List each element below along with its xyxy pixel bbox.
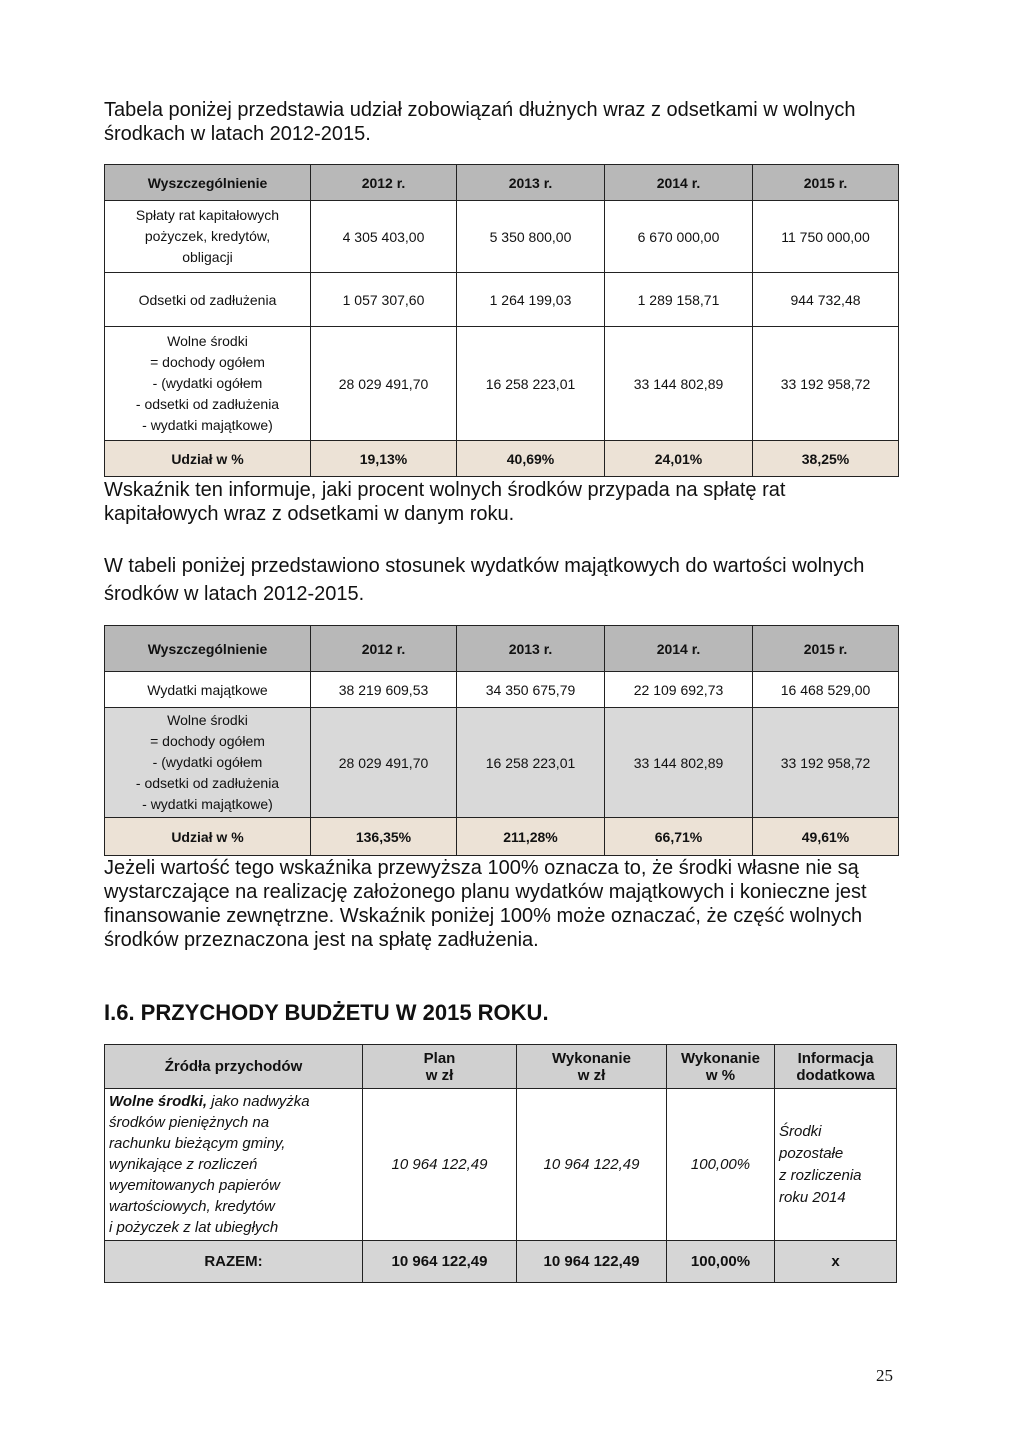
table-3-header-row xyxy=(105,1045,897,1089)
label-line: - wydatki majątkowe) xyxy=(142,796,273,812)
header-cell: Źródła przychodów xyxy=(105,1045,363,1089)
value-cell: 10 964 122,49 xyxy=(517,1089,667,1241)
capital-expenditure-table xyxy=(104,625,899,856)
header-cell xyxy=(517,1045,667,1089)
value-cell: 22 109 692,73 xyxy=(605,672,753,708)
value-cell: 1 289 158,71 xyxy=(605,273,753,327)
header-cell: 2014 r. xyxy=(605,165,753,201)
value-cell: 944 732,48 xyxy=(753,273,899,327)
note-1-line-1: Wskaźnik ten informuje, jaki procent wolnych środków przypada na spłatę rat xyxy=(104,479,786,501)
note-paragraph-1 xyxy=(104,478,898,526)
value-cell: 33 144 802,89 xyxy=(605,327,753,441)
value-cell: 49,61% xyxy=(753,818,899,856)
header-line: Plan xyxy=(423,1049,456,1067)
value-cell: 100,00% xyxy=(667,1089,775,1241)
row-label: RAZEM: xyxy=(105,1241,363,1283)
value-cell: 1 264 199,03 xyxy=(457,273,605,327)
table-row xyxy=(105,708,899,818)
budget-revenue-table xyxy=(104,1044,897,1283)
value-cell: 136,35% xyxy=(311,818,457,856)
header-line: w zł xyxy=(425,1066,454,1084)
label-line: - odsetki od zadłużenia xyxy=(135,396,280,412)
table-1-header-row xyxy=(105,165,899,201)
value-cell: 16 258 223,01 xyxy=(457,327,605,441)
header-cell xyxy=(363,1045,517,1089)
header-line: Wykonanie xyxy=(552,1049,631,1067)
debt-share-table xyxy=(104,164,899,477)
value-cell: 33 192 958,72 xyxy=(753,708,899,818)
header-cell: Wyszczególnienie xyxy=(105,626,311,672)
value-cell: 10 964 122,49 xyxy=(363,1089,517,1241)
value-cell: 38,25% xyxy=(753,441,899,477)
intro-2-line-2: środków w latach 2012-2015. xyxy=(104,583,365,605)
value-cell: 16 468 529,00 xyxy=(753,672,899,708)
header-line: w % xyxy=(705,1066,736,1084)
value-cell: 38 219 609,53 xyxy=(311,672,457,708)
header-line: Informacja xyxy=(797,1049,874,1067)
header-line: w zł xyxy=(577,1066,606,1084)
label-line: obligacji xyxy=(182,249,233,265)
row-label: Udział w % xyxy=(105,818,311,856)
intro-paragraph-1 xyxy=(104,98,898,146)
row-label: Wydatki majątkowe xyxy=(105,672,311,708)
header-line: Wykonanie xyxy=(681,1049,760,1067)
note-2-line-3: finansowanie zewnętrzne. Wskaźnik poniżej 100% może oznaczać, że część wolnych xyxy=(104,905,863,927)
label-line: - odsetki od zadłużenia xyxy=(135,775,280,791)
source-line: środków pieniężnych na xyxy=(109,1114,270,1131)
value-cell: 10 964 122,49 xyxy=(363,1241,517,1283)
intro-1-line-2: środkach w latach 2012-2015. xyxy=(104,123,371,145)
header-cell xyxy=(775,1045,897,1089)
source-line: wynikające z rozliczeń xyxy=(109,1156,258,1173)
header-cell: 2015 r. xyxy=(753,165,899,201)
page-number: 25 xyxy=(876,1366,893,1385)
table-1-total-row xyxy=(105,441,899,477)
value-cell: 28 029 491,70 xyxy=(311,708,457,818)
note-2-line-1: Jeżeli wartość tego wskaźnika przewyższa 100% oznacza to, że środki własne nie są xyxy=(104,857,859,879)
source-line: wyemitowanych papierów xyxy=(109,1177,280,1194)
label-line: - (wydatki ogółem xyxy=(152,754,263,770)
table-3-total-row xyxy=(105,1241,897,1283)
label-line: = dochody ogółem xyxy=(150,733,265,749)
header-cell: 2013 r. xyxy=(457,165,605,201)
value-cell: 211,28% xyxy=(457,818,605,856)
row-label xyxy=(105,327,311,441)
label-line: = dochody ogółem xyxy=(150,354,265,370)
intro-paragraph-2 xyxy=(104,552,898,608)
info-line: pozostałe xyxy=(779,1144,844,1162)
value-cell: 4 305 403,00 xyxy=(311,201,457,273)
value-cell: 6 670 000,00 xyxy=(605,201,753,273)
note-2-line-2: wystarczające na realizację założonego planu wydatków majątkowych i konieczne jest xyxy=(104,881,867,903)
header-cell: 2012 r. xyxy=(311,165,457,201)
table-2-header-row xyxy=(105,626,899,672)
value-cell: 16 258 223,01 xyxy=(457,708,605,818)
source-rest: jako nadwyżka xyxy=(207,1093,310,1110)
info-cell xyxy=(775,1089,897,1241)
info-line: Środki xyxy=(779,1122,822,1140)
value-cell: 100,00% xyxy=(667,1241,775,1283)
table-row xyxy=(105,201,899,273)
header-cell: 2015 r. xyxy=(753,626,899,672)
label-line: Spłaty rat kapitałowych xyxy=(135,207,280,223)
table-row xyxy=(105,1089,897,1241)
label-line: - wydatki majątkowe) xyxy=(142,417,273,433)
value-cell: 1 057 307,60 xyxy=(311,273,457,327)
header-cell: 2012 r. xyxy=(311,626,457,672)
label-line: - (wydatki ogółem xyxy=(152,375,263,391)
table-2-total-row xyxy=(105,818,899,856)
table-row xyxy=(105,672,899,708)
value-cell: x xyxy=(775,1241,897,1283)
intro-2-line-1: W tabeli poniżej przedstawiono stosunek wydatków majątkowych do wartości wolnych xyxy=(104,555,865,577)
value-cell: 66,71% xyxy=(605,818,753,856)
value-cell: 10 964 122,49 xyxy=(517,1241,667,1283)
note-1-line-2: kapitałowych wraz z odsetkami w danym roku. xyxy=(104,503,515,525)
value-cell: 28 029 491,70 xyxy=(311,327,457,441)
label-line: Wolne środki xyxy=(167,333,248,349)
source-cell xyxy=(105,1089,363,1241)
value-cell: 24,01% xyxy=(605,441,753,477)
section-title: I.6. PRZYCHODY BUDŻETU W 2015 ROKU. xyxy=(104,1000,549,1025)
value-cell: 19,13% xyxy=(311,441,457,477)
row-label: Udział w % xyxy=(105,441,311,477)
note-paragraph-2 xyxy=(104,856,898,952)
source-line: wartościowych, kredytów xyxy=(109,1198,275,1215)
value-cell: 33 192 958,72 xyxy=(753,327,899,441)
note-2-line-4: środków przeznaczona jest na spłatę zadłużenia. xyxy=(104,929,539,951)
intro-1-line-1: Tabela poniżej przedstawia udział zobowiązań dłużnych wraz z odsetkami w wolnych xyxy=(104,99,856,121)
header-cell xyxy=(667,1045,775,1089)
header-cell: Wyszczególnienie xyxy=(105,165,311,201)
table-row xyxy=(105,327,899,441)
row-label xyxy=(105,201,311,273)
info-line: roku 2014 xyxy=(779,1188,846,1206)
value-cell: 33 144 802,89 xyxy=(605,708,753,818)
header-cell: 2014 r. xyxy=(605,626,753,672)
header-line: dodatkowa xyxy=(796,1066,875,1084)
label-line: Wolne środki xyxy=(167,712,248,728)
value-cell: 5 350 800,00 xyxy=(457,201,605,273)
value-cell: 34 350 675,79 xyxy=(457,672,605,708)
table-row xyxy=(105,273,899,327)
source-line: rachunku bieżącym gminy, xyxy=(109,1135,286,1152)
label-line: pożyczek, kredytów, xyxy=(144,228,271,244)
value-cell: 11 750 000,00 xyxy=(753,201,899,273)
row-label xyxy=(105,708,311,818)
source-bold: Wolne środki, xyxy=(109,1093,208,1110)
value-cell: 40,69% xyxy=(457,441,605,477)
info-line: z rozliczenia xyxy=(779,1166,862,1184)
row-label: Odsetki od zadłużenia xyxy=(105,273,311,327)
source-line: i pożyczek z lat ubiegłych xyxy=(109,1219,279,1236)
header-cell: 2013 r. xyxy=(457,626,605,672)
